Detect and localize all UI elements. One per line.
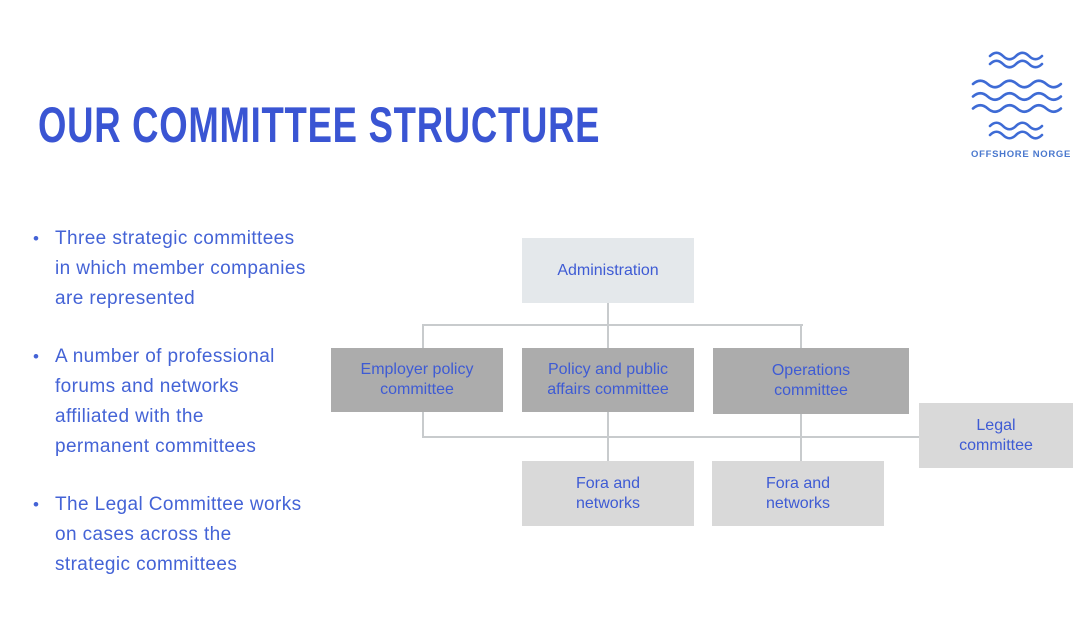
connector-admin-down — [607, 303, 609, 326]
org-node-legal-committee — [919, 403, 1073, 468]
org-node-label: Fora and networks — [575, 474, 641, 512]
org-node-fora-networks-left — [522, 461, 694, 526]
org-node-administration — [522, 238, 694, 303]
connector-rail-to-employer — [422, 324, 424, 348]
org-node-employer-policy-committee — [331, 348, 503, 412]
page-title: OUR COMMITTEE STRUCTURE — [38, 97, 601, 153]
connector-bottom-rail — [422, 436, 919, 438]
org-node-label: Policy and public affairs committee — [547, 361, 669, 398]
bullet-list — [32, 224, 382, 608]
logo-wordmark: OFFSHORE NORGE — [971, 149, 1072, 160]
connector-top-rail — [422, 324, 803, 326]
connector-employer-down — [422, 412, 424, 438]
org-node-label: Employer policy committee — [360, 361, 474, 398]
org-node-fora-networks-right — [712, 461, 884, 526]
org-node-label: Operations committee — [771, 362, 851, 399]
offshore-norge-logo — [971, 50, 1072, 160]
bullet-item-legal-committee: • The Legal Committee works on cases across the strategic committees — [32, 490, 382, 580]
bullet-item-forums-networks: • A number of professional forums and networks affiliated with the permanent committees — [32, 342, 382, 462]
waves-icon — [971, 50, 1063, 141]
org-node-policy-public-affairs-committee — [522, 348, 694, 412]
org-node-operations-committee — [713, 348, 909, 414]
connector-rail-to-policy — [607, 324, 609, 348]
org-node-label: Administration — [557, 261, 659, 279]
connector-policy-to-fora — [607, 412, 609, 461]
bullet-item-strategic-committees: • Three strategic committees in which member companies are represented — [32, 224, 382, 314]
connector-rail-to-operations — [800, 324, 802, 348]
org-node-label: Legal committee — [959, 416, 1033, 454]
org-node-label: Fora and networks — [765, 474, 831, 512]
connector-operations-to-fora — [800, 414, 802, 461]
